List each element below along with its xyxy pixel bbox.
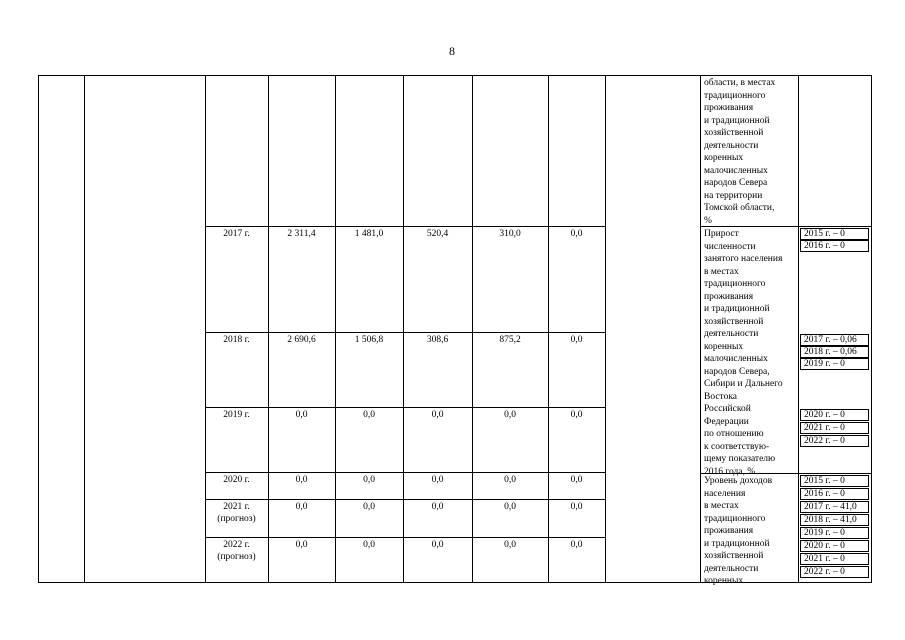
indicator-text-line: Томской области, (704, 203, 775, 213)
value-cell: 0,0 (504, 540, 516, 550)
column-line (84, 75, 85, 583)
target-value-box: 2015 г. – 0 (800, 475, 869, 487)
table-top-border (38, 75, 872, 76)
indicator-text-line: и традиционной (704, 538, 770, 549)
indicator-text-line: традиционного (704, 90, 766, 101)
target-value-box: 2021 г. – 0 (800, 422, 869, 434)
column-line (700, 75, 701, 583)
indicator-text-line: хозяйственной (704, 551, 764, 561)
target-value-box: 2016 г. – 0 (800, 240, 869, 252)
indicator-text-line: хозяйственной (704, 128, 764, 138)
row-separator (205, 407, 605, 408)
year-cell: 2022 г. (223, 540, 250, 550)
indicator-text-line: занятого населения (704, 254, 783, 264)
value-cell: 0,0 (570, 229, 583, 239)
value-cell: 2 690,6 (287, 335, 316, 345)
value-cell: 0,0 (295, 410, 308, 420)
row-separator (205, 472, 605, 473)
target-value-box: 2018 г. – 0,06 (800, 346, 869, 358)
year-note: (прогноз) (217, 514, 256, 524)
target-value-box: 2017 г. – 0,06 (800, 334, 869, 346)
indicator-text-line: традиционного (704, 279, 766, 289)
column-line (798, 75, 799, 583)
indicator-text-line: Уровень доходов (704, 476, 773, 486)
indicator-text-line: области, в местах (704, 78, 776, 88)
value-cell: 520,4 (426, 229, 449, 239)
value-cell: 0,0 (363, 475, 375, 485)
value-cell: 0,0 (363, 410, 375, 420)
indicator-text-line: хозяйственной (704, 316, 764, 327)
target-value-box: 2020 г. – 0 (800, 540, 869, 552)
indicator-text-line: по отношению (704, 429, 764, 439)
indicator-text-line: и традиционной (704, 304, 770, 314)
indicator-text-line: Востока (704, 391, 738, 402)
indicator-text-line: народов Севера (704, 178, 768, 188)
target-value-box: 2018 г. – 41,0 (800, 514, 869, 526)
value-cell: 0,0 (504, 502, 516, 512)
indicator-text-line: коренных (704, 341, 744, 352)
value-cell: 0,0 (363, 502, 375, 512)
column-line (605, 75, 606, 583)
row-separator (205, 537, 605, 538)
indicator-text-line: малочисленных (704, 354, 768, 364)
target-value-box: 2015 г. – 0 (800, 228, 869, 240)
value-cell: 310,0 (499, 229, 521, 239)
target-value-box: 2016 г. – 0 (800, 488, 869, 500)
indicator-text-line: традиционного (704, 513, 766, 524)
value-cell: 1 481,0 (354, 229, 384, 239)
indicator-text-line: коренных (704, 153, 744, 163)
indicator-text-line: населения (704, 488, 746, 499)
indicator-text-line: народов Севера, (704, 366, 770, 377)
indicator-text-line: к соответствую- (704, 441, 770, 452)
value-cell: 0,0 (431, 502, 444, 512)
target-value-box: 2022 г. – 0 (800, 566, 869, 578)
indicator-text-line: коренных (704, 576, 744, 586)
value-cell: 0,0 (431, 410, 444, 420)
indicator-text-line: проживания (704, 291, 754, 302)
value-cell: 0,0 (570, 410, 583, 420)
value-cell: 0,0 (570, 335, 583, 345)
year-cell: 2020 г. (223, 475, 250, 485)
value-cell: 0,0 (570, 475, 583, 485)
indicator-text-line: малочисленных (704, 165, 768, 176)
value-cell: 1 506,8 (354, 335, 384, 345)
value-cell: 0,0 (570, 540, 583, 550)
indicator-text-line: и традиционной (704, 115, 770, 126)
value-cell: 0,0 (363, 540, 375, 550)
row-separator (205, 332, 605, 333)
year-cell: 2021 г. (223, 502, 250, 512)
value-cell: 0,0 (431, 475, 444, 485)
year-cell: 2019 г. (223, 410, 250, 420)
indicator-text-line: 2016 года, % (704, 466, 756, 477)
indicator-text-line: в местах (704, 501, 739, 511)
indicator-text-line: Федерации (704, 416, 749, 427)
target-value-box: 2019 г. – 0 (800, 358, 869, 370)
value-cell: 308,6 (426, 335, 449, 345)
value-cell: 0,0 (504, 475, 516, 485)
indicator-text-line: % (704, 215, 712, 226)
year-note: (прогноз) (217, 552, 256, 562)
value-cell: 875,2 (499, 335, 521, 345)
target-value-box: 2017 г. – 41,0 (800, 501, 869, 513)
indicator-text-line: деятельности (704, 140, 759, 151)
indicator-text-line: Прирост (704, 229, 739, 239)
year-cell: 2017 г. (223, 229, 250, 239)
target-value-box: 2022 г. – 0 (800, 435, 869, 447)
value-cell: 2 311,4 (287, 229, 316, 239)
indicator-text-line: деятельности (704, 563, 759, 574)
target-value-box: 2020 г. – 0 (800, 409, 869, 421)
row-separator (205, 499, 605, 500)
year-cell: 2018 г. (223, 335, 250, 345)
row-separator (205, 226, 605, 227)
column-line (871, 75, 872, 583)
page-number: 8 (449, 44, 455, 58)
indicator-text-line: Сибири и Дальнего (704, 379, 783, 389)
indicator-text-line: в местах (704, 266, 739, 277)
indicator-text-line: на территории (704, 190, 763, 201)
indicator-text-line: щему показателю (704, 454, 776, 464)
value-cell: 0,0 (295, 502, 308, 512)
column-line (38, 75, 39, 583)
table-bottom-border (38, 582, 872, 583)
value-cell: 0,0 (295, 540, 308, 550)
indicator-text-line: проживания (704, 103, 754, 113)
indicator-text-line: деятельности (704, 329, 759, 339)
value-cell: 0,0 (295, 475, 308, 485)
value-cell: 0,0 (570, 502, 583, 512)
indicator-separator (700, 226, 872, 227)
target-value-box: 2021 г. – 0 (800, 553, 869, 565)
indicator-text-line: численности (704, 241, 756, 252)
indicator-text-line: Российской (704, 404, 751, 414)
target-value-box: 2019 г. – 0 (800, 527, 869, 539)
value-cell: 0,0 (504, 410, 516, 420)
indicator-text-line: проживания (704, 526, 754, 536)
value-cell: 0,0 (431, 540, 444, 550)
